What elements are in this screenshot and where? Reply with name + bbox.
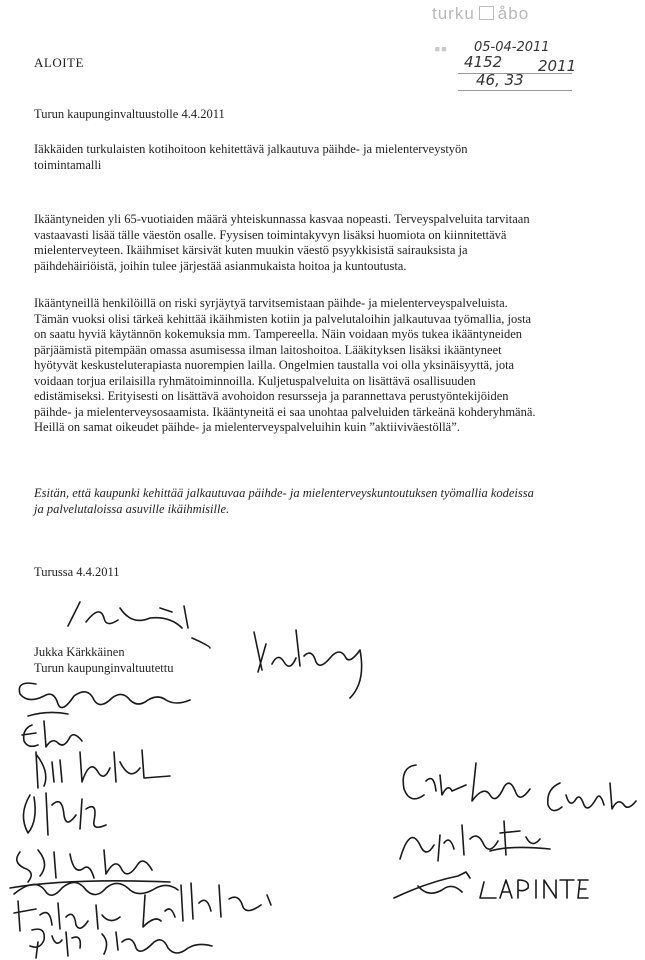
place-date: Turussa 4.4.2011 bbox=[34, 565, 120, 579]
stamp-reference: 4152 bbox=[464, 53, 503, 71]
title-line: toimintamalli bbox=[34, 157, 102, 172]
logo-text-2: åbo bbox=[497, 4, 530, 23]
paragraph-line: edistämiseksi. Erityisesti on lisättävä avohoidon resursseja ja parannettava perustyöntekijöiden bbox=[34, 389, 509, 403]
paragraph-line: Heillä on samat oikeudet päihde- ja mielenterveyspalveluihin kuin ”aktiiviväestöllä”. bbox=[34, 420, 460, 434]
signature-13-icon bbox=[540, 775, 640, 820]
paragraph-line: pärjäämistä pitempään omassa asumisessa ilman laitoshoitoa. Lääkityksen lisäksi ikääntyneet bbox=[34, 342, 502, 357]
title-line: Iäkkäiden turkulaisten kotihoitoon kehitettävä jalkautuva päihde- ja mielenterveystyön bbox=[34, 142, 468, 156]
paragraph-line: mielenterveyteen. Ikäihmiset kärsivät kuten muukin väestö psyykkisistä sairauksista ja bbox=[34, 243, 468, 257]
logo-emblem-icon bbox=[479, 6, 494, 20]
logo-text: turku bbox=[432, 4, 475, 23]
document-type: ALOITE bbox=[34, 55, 84, 70]
stamp-year: 2011 bbox=[538, 57, 577, 75]
paragraph-line: voidaan torjua erilaisilla ryhmätoiminnoilla. Kuljetuspalveluita on lisättävä osallisuuden bbox=[34, 373, 476, 388]
city-logo bbox=[432, 4, 529, 24]
signature-2-icon bbox=[250, 622, 380, 702]
stamp-date: 05-04-2011 bbox=[474, 40, 550, 55]
paragraph-line: päihde- ja mielenterveysosaamista. Ikääntyneitä ei saa unohtaa palveluiden tärkeänä kohderyhmänä. bbox=[34, 404, 536, 419]
paragraph-line: Ikääntyneillä henkilöillä on riski syrjäytyä tarvitsemistaan päihde- ja mielenterveyspalveluista. bbox=[34, 296, 508, 310]
signer-title: Turun kaupunginvaltuutettu bbox=[34, 661, 174, 675]
signature-15-icon bbox=[388, 862, 588, 907]
registry-stamp bbox=[428, 40, 588, 88]
paragraph-1 bbox=[34, 212, 624, 274]
proposal bbox=[34, 486, 624, 517]
paragraph-line: Tämän vuoksi olisi tärkeä kehittää ikäihmisten kotiin ja palvelutaloihin jalkautuvaa työmallia, josta bbox=[34, 311, 532, 326]
signer-name: Jukka Kärkkäinen bbox=[34, 645, 125, 659]
paragraph-line: on saatu hyviä käytännön kokemuksia mm. Tampereella. Näin voidaan myös tukea ikääntyneiden bbox=[34, 327, 522, 341]
stamp-faint-mark: ▪▪ bbox=[434, 42, 448, 55]
paragraph-line: vastaavasti lisää tälle väestön osalle. Fyysisen toimintakyvyn lisäksi huomiota on kiinnitettävä bbox=[34, 227, 507, 242]
signature-1-icon bbox=[60, 598, 210, 656]
recipient-line: Turun kaupunginvaltuustolle 4.4.2011 bbox=[34, 107, 225, 121]
signature-12-icon bbox=[390, 755, 540, 820]
paragraph-line: Ikääntyneiden yli 65-vuotiaiden määrä yhteiskunnassa kasvaa nopeasti. Terveyspalveluita tarvitaan bbox=[34, 212, 530, 226]
signature-11-icon bbox=[26, 920, 236, 960]
stamp-divider-bottom bbox=[458, 90, 572, 91]
signature-3-icon bbox=[8, 670, 208, 720]
document-title bbox=[34, 142, 624, 173]
paragraph-line: päihdehäiriöistä, joihin tulee järjestää asianmukaista hoitoa ja kuntoutusta. bbox=[34, 258, 407, 273]
proposal-line: Esitän, että kaupunki kehittää jalkautuvaa päihde- ja mielenterveyskuntoutuksen työmallia kodeissa bbox=[34, 486, 534, 500]
stamp-section: 46, 33 bbox=[476, 71, 524, 89]
signature-6-icon bbox=[16, 785, 126, 840]
paragraph-line: hyötyvät keskusteluterapiasta nuorempien lailla. Ongelmien taustalla voi olla yksinäisyyttä, jota bbox=[34, 358, 515, 372]
paragraph-2 bbox=[34, 296, 624, 436]
proposal-line: ja palvelutaloissa asuville ikäihmisille. bbox=[34, 501, 230, 516]
